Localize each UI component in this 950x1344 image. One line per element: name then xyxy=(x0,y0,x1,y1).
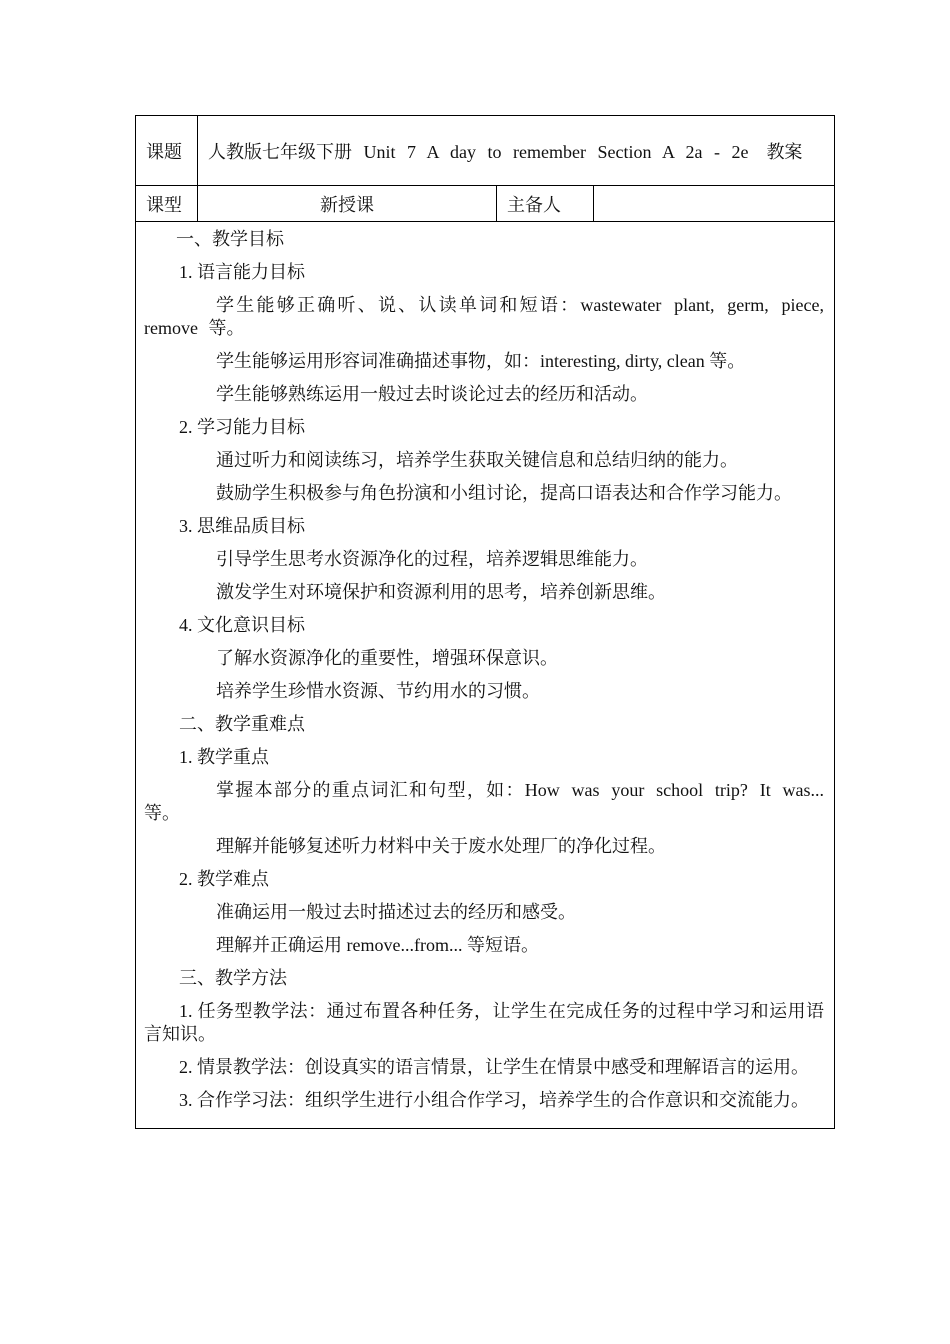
section-title-methods: 三、教学方法 xyxy=(179,968,287,988)
subsection-title: 2. 教学难点 xyxy=(179,869,269,889)
topic-label: 课题 xyxy=(136,116,198,186)
topic-value: 人教版七年级下册 Unit 7 A day to remember Section A 2a - 2e 教案 xyxy=(198,116,835,186)
paragraph: 理解并正确运用 remove...from... 等短语。 xyxy=(216,935,539,955)
method-item: 1. 任务型教学法：通过布置各种任务，让学生在完成任务的过程中学习和运用语言知识。 xyxy=(144,1001,824,1044)
method-item: 2. 情景教学法：创设真实的语言情景，让学生在情景中感受和理解语言的运用。 xyxy=(179,1057,809,1077)
section-title-objectives: 一、教学目标 xyxy=(176,229,284,249)
subsection-title: 3. 思维品质目标 xyxy=(179,516,305,536)
type-value: 新授课 xyxy=(198,186,497,222)
subsection-title: 4. 文化意识目标 xyxy=(179,615,305,635)
type-label: 课型 xyxy=(136,186,198,222)
paragraph: 学生能够运用形容词准确描述事物，如：interesting, dirty, clean 等。 xyxy=(216,351,746,371)
paragraph: 引导学生思考水资源净化的过程，培养逻辑思维能力。 xyxy=(216,549,648,569)
paragraph: 学生能够正确听、说、认读单词和短语：wastewater plant, germ, piece, remove 等。 xyxy=(144,295,824,338)
type-row xyxy=(136,186,835,222)
section-title-key-points: 二、教学重难点 xyxy=(179,714,305,734)
paragraph: 学生能够熟练运用一般过去时谈论过去的经历和活动。 xyxy=(216,384,648,404)
paragraph: 通过听力和阅读练习，培养学生获取关键信息和总结归纳的能力。 xyxy=(216,450,738,470)
paragraph: 鼓励学生积极参与角色扮演和小组讨论，提高口语表达和合作学习能力。 xyxy=(216,483,792,503)
paragraph: 掌握本部分的重点词汇和句型，如：How was your school trip? It was... 等。 xyxy=(144,780,824,823)
paragraph: 了解水资源净化的重要性，增强环保意识。 xyxy=(216,648,558,668)
preparer-value xyxy=(594,186,835,222)
method-item: 3. 合作学习法：组织学生进行小组合作学习，培养学生的合作意识和交流能力。 xyxy=(179,1090,809,1110)
subsection-title: 1. 教学重点 xyxy=(179,747,269,767)
paragraph: 激发学生对环境保护和资源利用的思考，培养创新思维。 xyxy=(216,582,666,602)
paragraph: 准确运用一般过去时描述过去的经历和感受。 xyxy=(216,902,576,922)
topic-row xyxy=(136,116,835,186)
lesson-plan-table xyxy=(135,115,835,1129)
content-cell xyxy=(136,222,835,1129)
paragraph: 理解并能够复述听力材料中关于废水处理厂的净化过程。 xyxy=(216,836,666,856)
subsection-title: 2. 学习能力目标 xyxy=(179,417,305,437)
subsection-title: 1. 语言能力目标 xyxy=(179,262,305,282)
content-row xyxy=(136,222,835,1129)
paragraph: 培养学生珍惜水资源、节约用水的习惯。 xyxy=(216,681,540,701)
preparer-label: 主备人 xyxy=(497,186,594,222)
